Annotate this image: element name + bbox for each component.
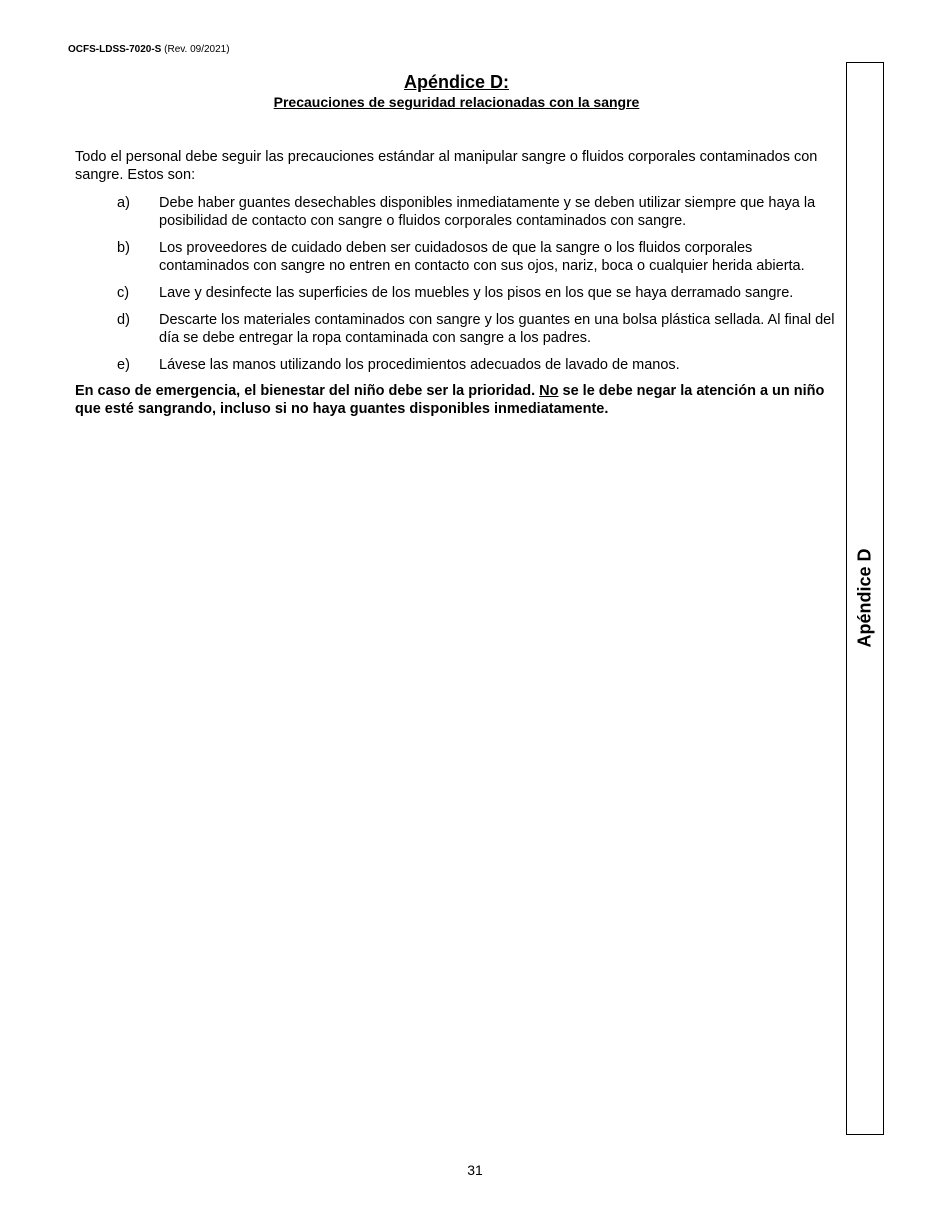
- list-item-text: Lave y desinfecte las superficies de los muebles y los pisos en los que se haya derramado sangre.: [159, 285, 794, 301]
- list-item-marker: a): [117, 195, 130, 211]
- closing-emphasis: No: [539, 383, 559, 399]
- list-item-marker: e): [117, 357, 130, 373]
- list-item-text: Descarte los materiales contaminados con sangre y los guantes en una bolsa plástica sellada. Al final del día se debe entregar la ropa contaminada con sangre a los padres.: [159, 312, 835, 346]
- form-code: OCFS-LDSS-7020-S: [68, 44, 162, 55]
- list-item: [75, 311, 835, 347]
- form-id: [68, 43, 230, 56]
- intro-paragraph: Todo el personal debe seguir las precauciones estándar al manipular sangre o fluidos corporales contaminados con sangre. Estos son:: [75, 149, 818, 183]
- precautions-list: [75, 194, 835, 374]
- side-tab-label: Apéndice D: [854, 548, 875, 648]
- list-item-text: Lávese las manos utilizando los procedimientos adecuados de lavado de manos.: [159, 357, 680, 373]
- closing-paragraph: [75, 382, 835, 418]
- page-subtitle: Precauciones de seguridad relacionadas con la sangre: [273, 94, 640, 110]
- list-item-text: Los proveedores de cuidado deben ser cuidadosos de que la sangre o los fluidos corporales contaminados con sangre no entren en contacto con sus ojos, nariz, boca o cualquier herida abierta.: [159, 240, 805, 274]
- title-block: [75, 71, 838, 111]
- document-body: [75, 148, 835, 418]
- page-number: 31: [467, 1162, 483, 1178]
- closing-text-part1: En caso de emergencia, el bienestar del niño debe ser la prioridad.: [75, 383, 540, 399]
- list-item-marker: d): [117, 312, 130, 328]
- list-item: [75, 284, 835, 302]
- list-item: [75, 356, 835, 374]
- list-item-text: Debe haber guantes desechables disponibles inmediatamente y se deben utilizar siempre que haya la posibilidad de contacto con sangre o fluidos corporales contaminados con sangre.: [159, 195, 816, 229]
- page-title: Apéndice D:: [403, 72, 509, 92]
- list-item: [75, 239, 835, 275]
- list-item: [75, 194, 835, 230]
- list-item-marker: c): [117, 285, 130, 301]
- list-item-marker: b): [117, 240, 130, 256]
- form-revision: (Rev. 09/2021): [164, 44, 230, 55]
- closing-text-part2: se le debe negar la atención a un niño que esté sangrando, incluso si no haya guantes disponibles inmediatamente.: [75, 383, 825, 417]
